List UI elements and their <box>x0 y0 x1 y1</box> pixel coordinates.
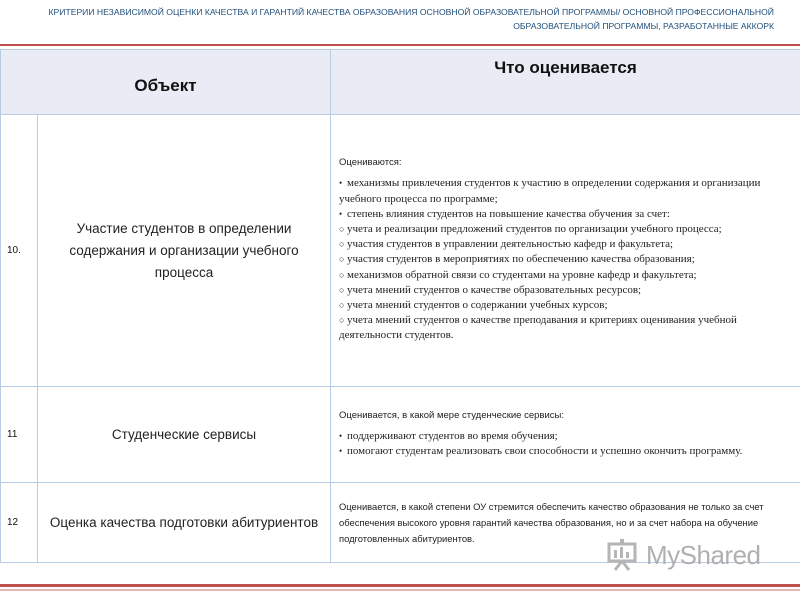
myshared-watermark <box>606 537 786 573</box>
footer-line-light <box>0 589 800 591</box>
list-item <box>339 313 792 343</box>
circle-bullet-icon: ○ <box>339 254 345 265</box>
list-item-text: участия студентов в управлении деятельностью кафедр и факультета; <box>347 238 674 251</box>
list-item <box>339 298 792 313</box>
circle-bullet-icon: ○ <box>339 269 345 280</box>
table-row <box>1 115 800 387</box>
list-item-text: учета мнений студентов о содержании учебных курсов; <box>347 299 608 311</box>
list-item-text: помогают студентам реализовать свои способности и успешно окончить программу. <box>347 445 743 457</box>
circle-bullet-icon: ○ <box>339 223 345 234</box>
circle-bullet-icon: ○ <box>339 300 345 310</box>
list-item <box>339 429 792 444</box>
table-header-row <box>1 50 800 115</box>
row-number: 12 <box>1 483 38 563</box>
table-row <box>1 387 800 483</box>
slide-header <box>0 0 800 46</box>
list-item <box>339 283 792 298</box>
bullet-icon: • <box>339 208 343 219</box>
description-list <box>339 176 792 343</box>
row-description <box>331 115 800 387</box>
criteria-table <box>0 49 800 563</box>
circle-bullet-icon: ○ <box>339 284 345 295</box>
bullet-icon: • <box>339 446 343 456</box>
presentation-board-icon <box>606 537 640 571</box>
list-item-text: учета и реализации предложений студентов по организации учебного процесса; <box>347 222 722 235</box>
bullet-icon: • <box>339 178 343 189</box>
circle-bullet-icon: ○ <box>339 239 345 250</box>
row-object: Оценка качества подготовки абитуриентов <box>38 483 331 563</box>
slide-title: КРИТЕРИИ НЕЗАВИСИМОЙ ОЦЕНКИ КАЧЕСТВА И ГАРАНТИЙ КАЧЕСТВА ОБРАЗОВАНИЯ ОСНОВНОЙ ОБРАЗОВАТЕЛЬНОЙ ПРОГРАММЫ/ ОСНОВНОЙ ПРОФЕССИОНАЛЬНОЙ ОБРАЗОВАТЕЛЬНОЙ ПРОГРАММЫ, РАЗРАБОТАННЫЕ АККОРК <box>48 7 774 31</box>
description-lead: Оценивается, в какой мере студенческие сервисы: <box>339 409 564 421</box>
list-item <box>339 444 792 459</box>
description-list <box>339 429 792 459</box>
list-item-text: механизмы привлечения студентов к участию в определении содержания и организации учебного процесса по программе; <box>339 177 761 205</box>
list-item <box>339 252 792 267</box>
footer-line <box>0 584 800 587</box>
description-lead: Оцениваются: <box>339 157 402 169</box>
list-item-text: степень влияния студентов на повышение качества обучения за счет: <box>347 207 670 220</box>
list-item <box>339 237 792 252</box>
list-item-text: учета мнений студентов о качестве преподавания и критериях оценивания учебной деятельности студентов. <box>339 314 737 342</box>
row-object: Студенческие сервисы <box>38 387 331 483</box>
list-item-text: поддерживают студентов во время обучения; <box>347 429 558 442</box>
list-item <box>339 268 792 283</box>
list-item-text: участия студентов в мероприятиях по обеспечению качества образования; <box>347 253 695 266</box>
bullet-icon: • <box>339 430 343 441</box>
list-item-text: механизмов обратной связи со студентами на уровне кафедр и факультета; <box>347 268 697 281</box>
row-object: Участие студентов в определении содержания и организации учебного процесса <box>38 115 331 387</box>
list-item <box>339 176 792 206</box>
list-item-text: учета мнений студентов о качестве образовательных ресурсов; <box>347 283 642 296</box>
list-item <box>339 222 792 237</box>
row-description <box>331 387 800 483</box>
column-header-what: Что оценивается <box>331 50 800 115</box>
header-divider <box>0 44 800 46</box>
footer-decoration <box>0 584 800 600</box>
description-text: Оценивается, в какой степени ОУ стремится обеспечить качество образования не только за счет обеспечения высокого уровня гарантий качества образования, но и за счет набора на обучение подготовленных абитуриентов. <box>339 500 764 544</box>
column-header-object: Объект <box>1 50 331 115</box>
row-number: 11 <box>1 387 38 483</box>
circle-bullet-icon: ○ <box>339 315 345 326</box>
list-item <box>339 207 792 222</box>
watermark-text: MyShared <box>646 540 761 570</box>
row-number: 10. <box>1 115 38 387</box>
